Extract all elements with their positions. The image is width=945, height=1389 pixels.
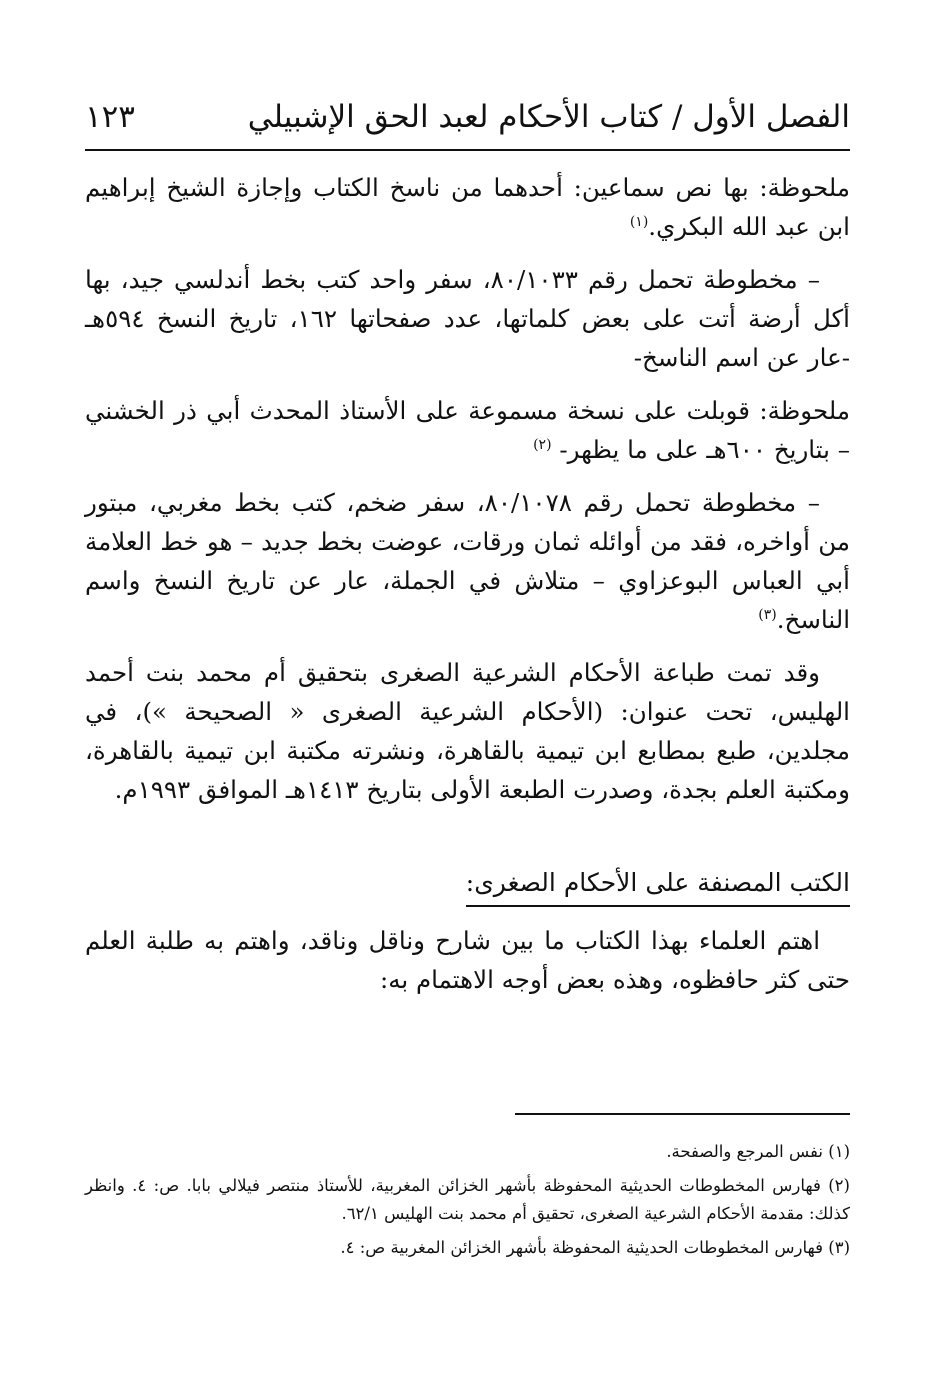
footnote-2: (٢) فهارس المخطوطات الحديثية المحفوظة بأشهر الخزائن المغربية، للأستاذ منتصر فيلالي بابا. ص: ٤. وانظر كذلك: مقدمة الأحكام الشرعية الصغرى، تحقيق أم محمد بنت الهليس ٦٢/١. — [85, 1176, 850, 1223]
paragraph-manuscript-1033: – مخطوطة تحمل رقم ٨٠/١٠٣٣، سفر واحد كتب بخط أندلسي جيد، بها أكل أرضة أتت على بعض كلماتها، عدد صفحاتها ١٦٢، تاريخ النسخ ٥٩٤هـ -عار عن اسم الناسخ- — [85, 265, 850, 372]
chapter-title: الفصل الأول / كتاب الأحكام لعبد الحق الإشبيلي — [247, 99, 850, 135]
page-number: ١٢٣ — [85, 99, 135, 135]
footnote-number: (١) — [828, 1142, 850, 1161]
paragraph-manuscript-1078: – مخطوطة تحمل رقم ٨٠/١٠٧٨، سفر ضخم، كتب بخط مغربي، مبتور من أواخره، فقد من أوائله ثمان ورقات، عوضت بخط جديد – هو خط العلامة أبي العباس البوعزاوي – متلاش في الجملة، عار عن تاريخ النسخ واسم الناسخ.$^{(٣)}$ — [85, 488, 850, 634]
section-heading: الكتب المصنفة على الأحكام الصغرى: — [466, 863, 850, 907]
paragraph-section-intro: اهتم العلماء بهذا الكتاب ما بين شارح وناقل وناقد، واهتم به طلبة العلم حتى كثر حافظوه، وهذه بعض أوجه الاهتمام به: — [85, 926, 850, 994]
footnote-1: (١) نفس المرجع والصفحة. — [666, 1142, 850, 1161]
footnote-3: (٣) فهارس المخطوطات الحديثية المحفوظة بأشهر الخزائن المغربية ص: ٤. — [340, 1238, 850, 1257]
footnote-separator — [515, 1113, 850, 1115]
running-header — [85, 88, 850, 146]
footnote-number: (٣) — [828, 1238, 850, 1257]
footnote-ref-3: (٣) — [758, 606, 777, 623]
paragraph-note-2: ملحوظة: قوبلت على نسخة مسموعة على الأستاذ المحدث أبي ذر الخشني – بتاريخ ٦٠٠هـ على ما يظهر- $^{(٢)}$ — [85, 396, 850, 464]
paragraph-note-1: ملحوظة: بها نص سماعين: أحدهما من ناسخ الكتاب وإجازة الشيخ إبراهيم ابن عبد الله البكري.$^{(١)}$ — [85, 173, 850, 241]
paragraph-printing: وقد تمت طباعة الأحكام الشرعية الصغرى بتحقيق أم محمد بنت أحمد الهليس، تحت عنوان: (الأحكام الشرعية الصغرى « الصحيحة »)، في مجلدين، طبع بمطابع ابن تيمية بالقاهرة، ونشرته مكتبة ابن تيمية بالقاهرة، ومكتبة العلم بجدة، وصدرت الطبعة الأولى بتاريخ ١٤١٣هـ الموافق ١٩٩٣م. — [85, 658, 850, 804]
main-text — [85, 168, 850, 1013]
footnote-number: (٢) — [828, 1176, 850, 1195]
footnotes — [85, 1138, 850, 1268]
footnote-ref-2: (٢) — [533, 436, 552, 453]
header-rule — [85, 149, 850, 151]
footnote-ref-1: (١) — [629, 213, 649, 230]
